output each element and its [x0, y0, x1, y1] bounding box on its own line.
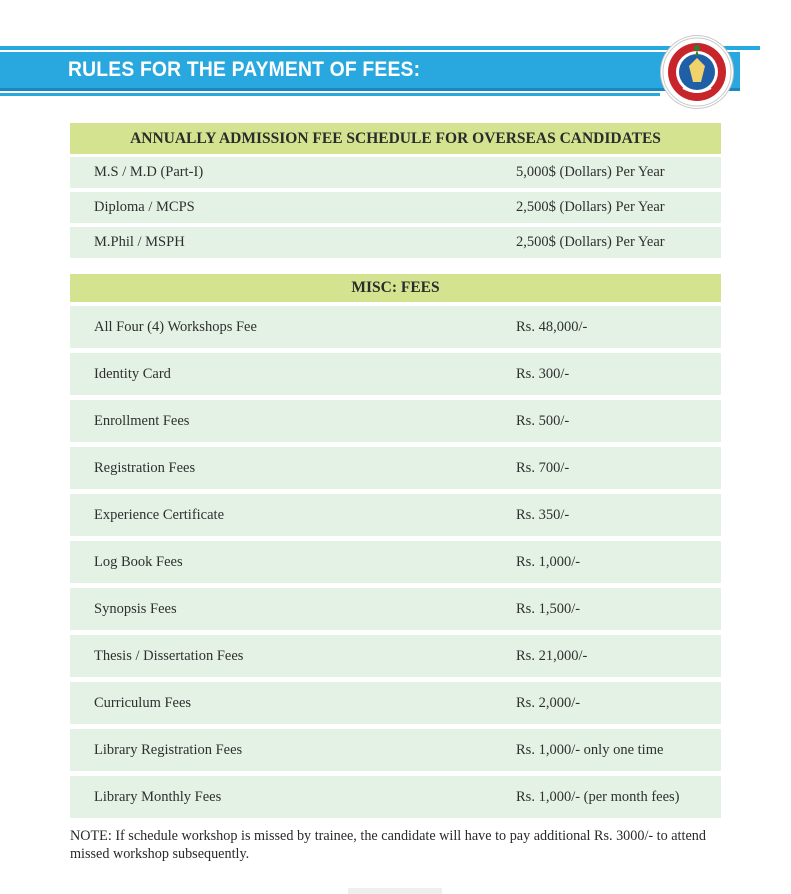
row-fee: 2,500$ (Dollars) Per Year	[516, 234, 665, 250]
overseas-fee-table	[70, 123, 721, 262]
banner-top-line	[0, 46, 760, 50]
table-row	[70, 729, 721, 771]
table-row	[70, 588, 721, 630]
banner-bottom-line	[0, 93, 660, 96]
table-row	[70, 227, 721, 258]
row-label: Experience Certificate	[94, 506, 225, 523]
section-title: RULES FOR THE PAYMENT OF FEES:	[68, 58, 421, 81]
misc-fee-table	[70, 274, 721, 823]
row-label: All Four (4) Workshops Fee	[94, 318, 257, 335]
row-label: Curriculum Fees	[94, 694, 192, 711]
row-label: M.S / M.D (Part-I)	[94, 164, 204, 180]
row-fee: Rs. 350/-	[516, 506, 570, 523]
table-row	[70, 306, 721, 348]
table-row	[70, 682, 721, 724]
row-fee: Rs. 21,000/-	[516, 647, 588, 664]
row-label: Registration Fees	[94, 459, 196, 476]
row-label: Thesis / Dissertation Fees	[94, 647, 244, 664]
table-row	[70, 494, 721, 536]
overseas-fee-heading: ANNUALLY ADMISSION FEE SCHEDULE FOR OVERSEAS CANDIDATES	[70, 123, 721, 154]
institution-seal-icon	[661, 36, 733, 108]
row-fee: 2,500$ (Dollars) Per Year	[516, 199, 665, 215]
row-label: Diploma / MCPS	[94, 199, 195, 215]
row-fee: Rs. 1,000/- (per month fees)	[516, 788, 680, 805]
table-row	[70, 447, 721, 489]
row-label: Library Registration Fees	[94, 741, 243, 758]
section-banner	[0, 52, 740, 91]
workshop-note: NOTE: If schedule workshop is missed by trainee, the candidate will have to pay additional Rs. 3000/- to attend missed workshop subsequently.	[70, 828, 706, 862]
table-row	[70, 353, 721, 395]
page-footer-mark	[348, 888, 442, 894]
table-row	[70, 192, 721, 223]
table-row	[70, 541, 721, 583]
row-fee: Rs. 1,000/-	[516, 553, 581, 570]
table-row	[70, 157, 721, 188]
row-label: Log Book Fees	[94, 553, 183, 570]
row-fee: Rs. 48,000/-	[516, 318, 588, 335]
row-fee: Rs. 500/-	[516, 412, 570, 429]
table-row	[70, 776, 721, 818]
row-fee: 5,000$ (Dollars) Per Year	[516, 164, 665, 180]
row-label: Enrollment Fees	[94, 412, 190, 429]
row-fee: Rs. 2,000/-	[516, 694, 581, 711]
row-label: M.Phil / MSPH	[94, 234, 185, 250]
row-fee: Rs. 300/-	[516, 365, 570, 382]
table-row	[70, 635, 721, 677]
table-row	[70, 400, 721, 442]
row-label: Synopsis Fees	[94, 600, 177, 617]
row-label: Library Monthly Fees	[94, 788, 222, 805]
row-fee: Rs. 1,500/-	[516, 600, 581, 617]
row-label: Identity Card	[94, 365, 171, 382]
misc-fee-heading: MISC: FEES	[70, 274, 721, 302]
row-fee: Rs. 700/-	[516, 459, 570, 476]
row-fee: Rs. 1,000/- only one time	[516, 741, 664, 758]
